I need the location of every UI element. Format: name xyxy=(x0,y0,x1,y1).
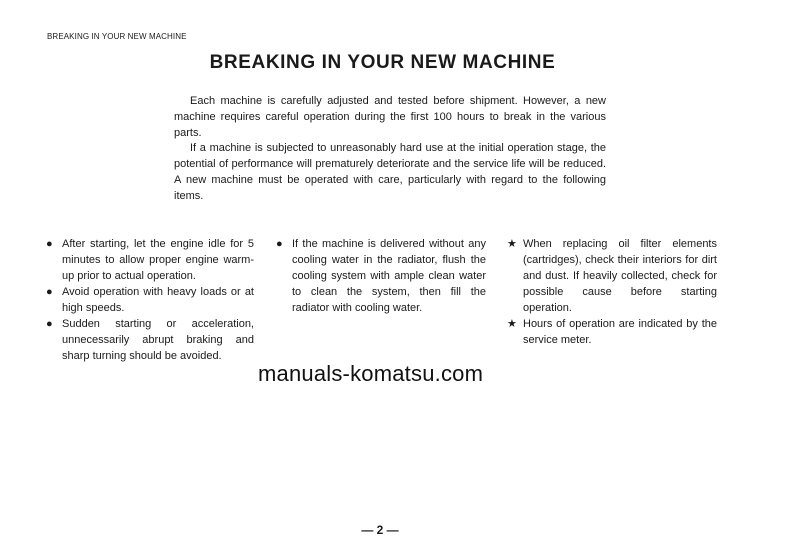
page-number: — 2 — xyxy=(361,523,399,537)
list-item-text: After starting, let the engine idle for 5 minutes to allow proper engine warm-up prior to actual operation. xyxy=(62,238,254,282)
list-item xyxy=(46,316,254,364)
bullet-icon: ● xyxy=(276,238,283,250)
running-header: BREAKING IN YOUR NEW MACHINE xyxy=(47,32,187,41)
star-icon: ★ xyxy=(507,238,517,250)
watermark-text: manuals-komatsu.com xyxy=(258,361,484,386)
list-item xyxy=(507,236,717,316)
precautions-column-2 xyxy=(276,236,486,316)
precautions-column-3 xyxy=(507,236,717,348)
list-item-text: Avoid operation with heavy loads or at high speeds. xyxy=(62,286,254,314)
list-item xyxy=(276,236,486,316)
precautions-column-1 xyxy=(46,236,254,364)
bullet-icon: ● xyxy=(46,238,53,250)
list-item-text: Hours of operation are indicated by the service meter. xyxy=(523,318,717,346)
bullet-icon: ● xyxy=(46,318,53,330)
list-item-text: Sudden starting or acceleration, unnecessarily abrupt braking and sharp turning should be avoided. xyxy=(62,318,254,362)
list-item xyxy=(507,316,717,348)
list-item-text: If the machine is delivered without any cooling water in the radiator, flush the cooling system with ample clean water to clean the system, then fill the radiator with cooling water. xyxy=(292,238,486,314)
list-item xyxy=(46,236,254,284)
star-icon: ★ xyxy=(507,318,517,330)
list-item-text: When replacing oil filter elements (cartridges), check their interiors for dirt and dust. If heavily collected, check for possible cause before starting operation. xyxy=(523,238,717,314)
bullet-icon: ● xyxy=(46,286,53,298)
intro-text xyxy=(174,94,606,205)
intro-paragraph-2: If a machine is subjected to unreasonably hard use at the initial operation stage, the potential of performance will prematurely deteriorate and the service life will be reduced. A new machine must be operated with care, particularly with regard to the following items. xyxy=(174,142,606,202)
page-title: BREAKING IN YOUR NEW MACHINE xyxy=(209,52,556,73)
intro-paragraph-1: Each machine is carefully adjusted and tested before shipment. However, a new machine requires careful operation during the first 100 hours to break in the various parts. xyxy=(174,95,606,139)
list-item xyxy=(46,284,254,316)
